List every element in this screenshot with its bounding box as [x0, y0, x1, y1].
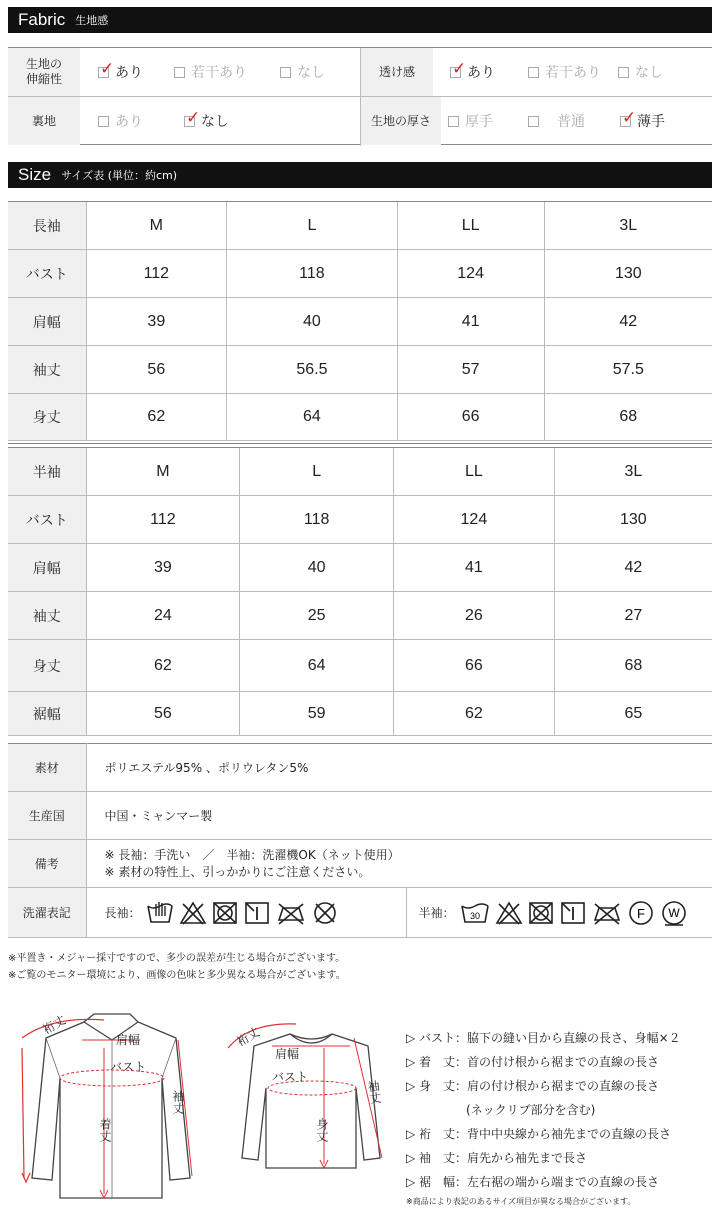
- size-row: [8, 346, 712, 394]
- measurement-value: 39: [86, 544, 240, 592]
- checkbox-icon: [280, 67, 291, 78]
- mitake-label: 身丈: [315, 1118, 329, 1142]
- size-subtitle: サイズ表 (単位：約cm): [61, 169, 178, 182]
- no-iron-icon: [275, 900, 307, 926]
- short-sleeve-size-table: [8, 447, 712, 736]
- measurement-value: 56: [86, 346, 227, 394]
- measurement-value: 124: [394, 496, 555, 544]
- kitake-label: 着丈: [98, 1118, 112, 1142]
- material-value: ポリエステル95% 、ポリウレタン5%: [86, 744, 712, 792]
- lining-option-yes: あり: [98, 97, 143, 145]
- checkbox-icon: [174, 67, 185, 78]
- measurement-label: 袖丈: [8, 346, 86, 394]
- measurement-value: 64: [227, 394, 398, 441]
- measurement-value: 112: [86, 496, 240, 544]
- measurement-label: 身丈: [8, 394, 86, 441]
- size-row: [8, 250, 712, 298]
- checkbox-icon: [528, 116, 539, 127]
- size-row: [8, 394, 712, 441]
- svg-text:F: F: [636, 905, 645, 921]
- line-dry-shade-icon: [559, 900, 587, 926]
- care-label: 洗濯表記: [8, 888, 86, 938]
- measurement-value: 56.5: [227, 346, 398, 394]
- hand-wash-icon: [145, 900, 175, 926]
- measurement-value: 62: [86, 640, 240, 692]
- svg-text:W: W: [667, 905, 680, 920]
- wet-clean-w-icon: [659, 899, 689, 927]
- no-iron-icon: [591, 900, 623, 926]
- care-long-label: 長袖：: [104, 906, 141, 920]
- sheer-option-no: なし: [618, 48, 663, 96]
- machine-wash-30-icon: [459, 900, 491, 926]
- measurement-value: 66: [394, 640, 555, 692]
- lining-option-no: ✓ なし: [186, 107, 229, 130]
- dry-clean-f-icon: [627, 899, 655, 927]
- size-header-row: [8, 448, 712, 496]
- legend-item: ▷ バスト：脇下の縫い目から直線の長さ、身幅×２: [406, 1031, 681, 1045]
- yuki-label: 裄丈: [40, 1012, 69, 1037]
- remarks-value: [86, 840, 712, 888]
- size-row: [8, 298, 712, 346]
- remarks-line-1: ※ 長袖：手洗い ／ 半袖：洗濯機OK（ネット使用）: [104, 847, 400, 862]
- size-row: [8, 592, 712, 640]
- svg-text:30: 30: [469, 910, 480, 921]
- bust-label: バスト: [272, 1070, 309, 1084]
- disclaimer-notes: [8, 950, 346, 984]
- thickness-label: 生地の厚さ: [361, 97, 441, 145]
- care-short: [406, 888, 712, 938]
- measurement-value: 41: [397, 298, 544, 346]
- footnote: ※商品により表記のあるサイズ項目が異なる場合がございます。: [406, 1197, 636, 1206]
- measurement-value: 130: [554, 496, 712, 544]
- yuki-label: 裄丈: [234, 1024, 263, 1049]
- stretch-option-slight: 若干あり: [174, 48, 247, 96]
- fabric-header-bar: [8, 7, 712, 33]
- legend-item: ▷ 着 丈：首の付け根から裾までの直線の長さ: [406, 1055, 660, 1069]
- measurement-label: 袖丈: [8, 592, 86, 640]
- size-column-header: M: [86, 448, 240, 496]
- no-tumble-dry-icon: [527, 900, 555, 926]
- size-header-bar: [8, 162, 712, 188]
- measurement-value: 68: [544, 394, 712, 441]
- lining-label: 裏地: [8, 97, 80, 145]
- legend-item: ▷ 裾 幅：左右裾の端から端までの直線の長さ: [406, 1175, 660, 1189]
- no-dry-clean-icon: [311, 900, 339, 926]
- thickness-option-thick: 厚手: [448, 97, 493, 145]
- size-row: [8, 640, 712, 692]
- sleeve-type-cell: 長袖: [8, 202, 86, 250]
- long-sleeve-size-table: [8, 201, 712, 441]
- katahaba-label: 肩幅: [116, 1033, 141, 1047]
- size-row: [8, 692, 712, 736]
- measurement-label: バスト: [8, 250, 86, 298]
- checkbox-checked-icon: ✓: [100, 58, 115, 79]
- measurement-value: 62: [394, 692, 555, 736]
- checkbox-checked-icon: ✓: [622, 107, 637, 128]
- measurement-value: 65: [554, 692, 712, 736]
- sleeve-type-cell: 半袖: [8, 448, 86, 496]
- material-label: 素材: [8, 744, 86, 792]
- measurement-value: 56: [86, 692, 240, 736]
- fabric-subtitle: 生地感: [75, 14, 109, 27]
- stretch-label: 生地の 伸縮性: [8, 48, 80, 96]
- size-column-header: LL: [397, 202, 544, 250]
- legend-item: ▷ 身 丈：肩の付け根から裾までの直線の長さ: [406, 1079, 660, 1093]
- measurement-value: 42: [554, 544, 712, 592]
- measurement-value: 118: [240, 496, 394, 544]
- measurement-label: 身丈: [8, 640, 86, 692]
- legend-item: ▷ 袖 丈：肩先から袖先まで長さ: [406, 1151, 588, 1165]
- no-tumble-dry-icon: [211, 900, 239, 926]
- size-column-header: 3L: [554, 448, 712, 496]
- fabric-table: [8, 47, 712, 145]
- stretch-option-no: なし: [280, 48, 325, 96]
- checkbox-icon: [448, 116, 459, 127]
- size-column-header: LL: [394, 448, 555, 496]
- note-line: ※ご覧のモニター環境により、画像の色味と多少異なる場合がございます。: [8, 970, 346, 981]
- measurement-label: 肩幅: [8, 298, 86, 346]
- measurement-value: 40: [227, 298, 398, 346]
- legend-item: (ネックリブ部分を含む): [406, 1103, 596, 1117]
- measurement-value: 62: [86, 394, 227, 441]
- measurement-value: 59: [240, 692, 394, 736]
- size-column-header: L: [240, 448, 394, 496]
- thickness-option-normal: 普通: [528, 97, 585, 145]
- measurement-value: 24: [86, 592, 240, 640]
- note-line: ※平置き・メジャー採寸ですので、多少の誤差が生じる場合がございます。: [8, 953, 346, 964]
- checkbox-icon: [98, 116, 109, 127]
- measurement-label: バスト: [8, 496, 86, 544]
- sheer-label: 透け感: [361, 48, 433, 96]
- stretch-option-yes: ✓ あり: [100, 58, 143, 81]
- sodetake-label: 袖丈: [171, 1090, 185, 1114]
- remarks-line-2: ※ 素材の特性上、引っかかりにご注意ください。: [104, 864, 371, 879]
- care-short-label: 半袖：: [418, 906, 455, 920]
- measurement-value: 41: [394, 544, 555, 592]
- measurement-value: 118: [227, 250, 398, 298]
- remarks-label: 備考: [8, 840, 86, 888]
- measurement-label: 肩幅: [8, 544, 86, 592]
- size-row: [8, 496, 712, 544]
- katahaba-label: 肩幅: [275, 1047, 300, 1061]
- sheer-option-slight: 若干あり: [528, 48, 601, 96]
- measurement-value: 25: [240, 592, 394, 640]
- fabric-title: Fabric: [18, 10, 66, 29]
- bust-label: バスト: [110, 1060, 147, 1074]
- no-bleach-icon: [179, 900, 207, 926]
- sodetake-label: 袖丈: [365, 1079, 383, 1105]
- checkbox-icon: [528, 67, 539, 78]
- checkbox-icon: [618, 67, 629, 78]
- measurement-value: 112: [86, 250, 227, 298]
- measurement-value: 40: [240, 544, 394, 592]
- size-column-header: 3L: [544, 202, 712, 250]
- measurement-value: 57: [397, 346, 544, 394]
- measurement-value: 42: [544, 298, 712, 346]
- legend-item: ▷ 裄 丈：背中中央線から袖先までの直線の長さ: [406, 1127, 672, 1141]
- checkbox-checked-icon: ✓: [452, 58, 467, 79]
- measurement-value: 39: [86, 298, 227, 346]
- measurement-value: 66: [397, 394, 544, 441]
- measurement-value: 130: [544, 250, 712, 298]
- size-header-row: [8, 202, 712, 250]
- size-title: Size: [18, 165, 52, 184]
- care-long: [86, 888, 406, 938]
- size-column-header: L: [227, 202, 398, 250]
- measurement-value: 68: [554, 640, 712, 692]
- product-info-table: [8, 743, 712, 938]
- origin-value: 中国・ミャンマー製: [86, 792, 712, 840]
- measurement-value: 57.5: [544, 346, 712, 394]
- thickness-option-thin: ✓ 薄手: [622, 107, 665, 130]
- line-dry-shade-icon: [243, 900, 271, 926]
- measurement-label: 裾幅: [8, 692, 86, 736]
- sheer-option-yes: ✓ あり: [452, 58, 495, 81]
- measurement-value: 124: [397, 250, 544, 298]
- measurement-value: 64: [240, 640, 394, 692]
- size-row: [8, 544, 712, 592]
- origin-label: 生産国: [8, 792, 86, 840]
- measurement-value: 27: [554, 592, 712, 640]
- checkbox-checked-icon: ✓: [186, 107, 201, 128]
- size-column-header: M: [86, 202, 227, 250]
- no-bleach-icon: [495, 900, 523, 926]
- measurement-legend: [406, 1026, 681, 1194]
- measurement-value: 26: [394, 592, 555, 640]
